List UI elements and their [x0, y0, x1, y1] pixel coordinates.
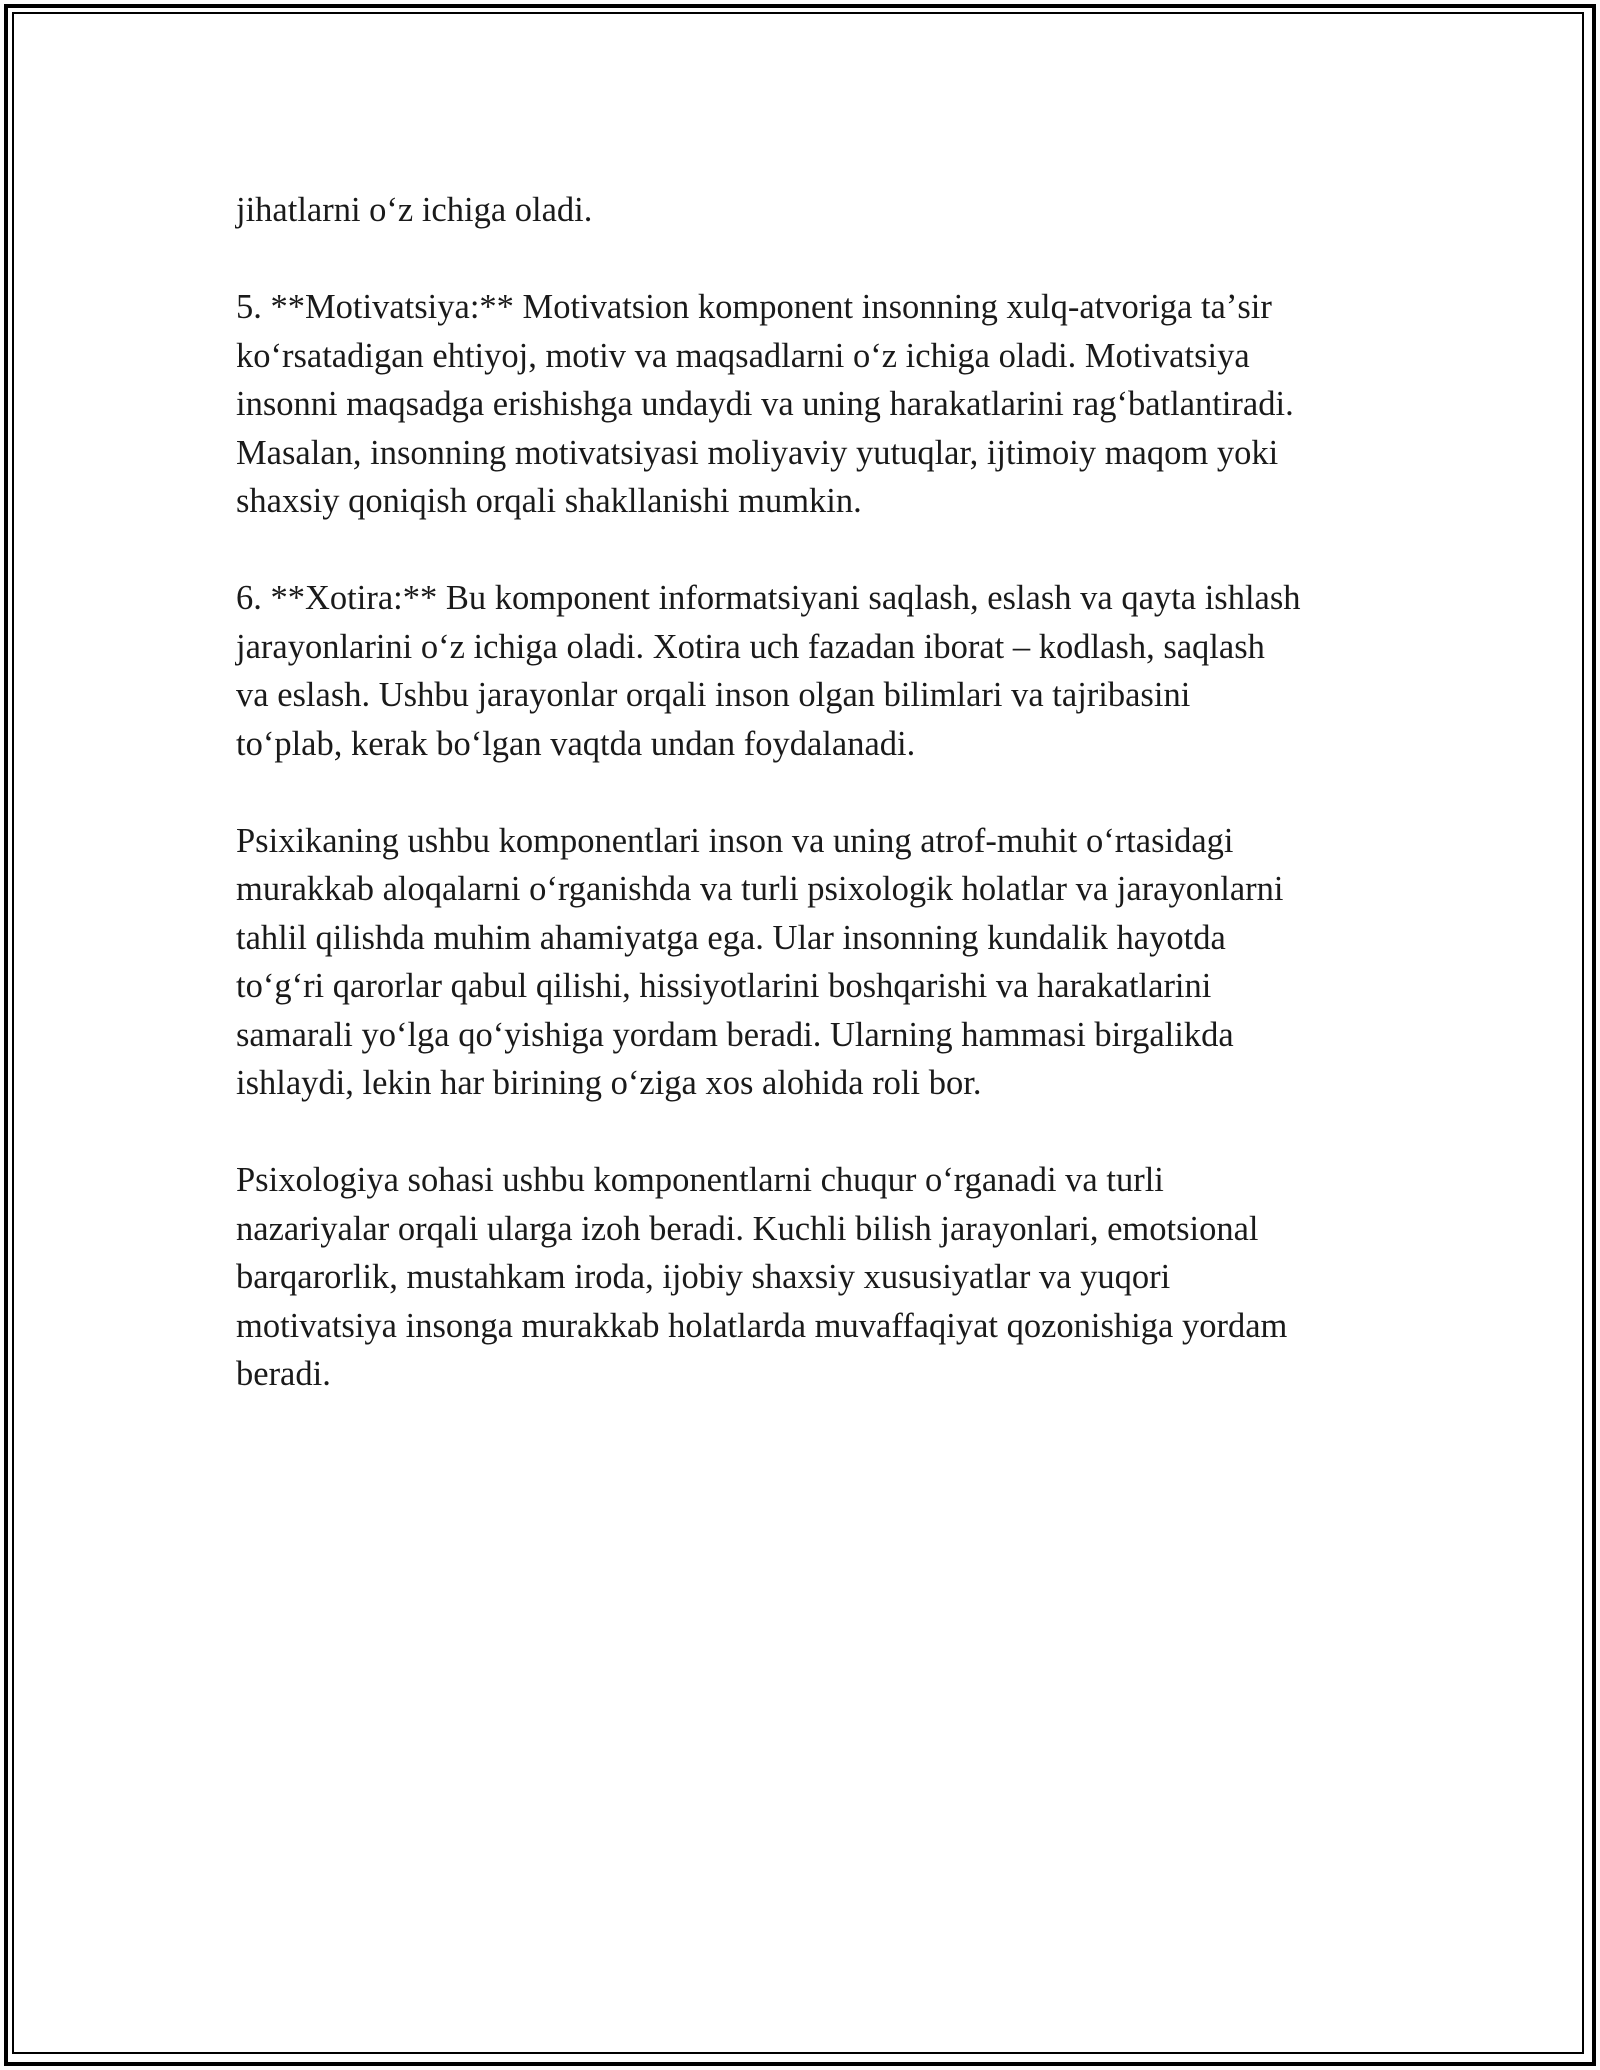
paragraph-components-summary: Psixikaning ushbu komponentlari inson va uning atrof-muhit oʻrtasidagi murakkab aloqalarni oʻrganishda va turli psixologik holatlar va jarayonlarni tahlil qilishda muhim ahamiyatga ega. Ular insonning kundalik hayotda toʻgʻri qarorlar qabul qilishi, hissiyotlarini boshqarishi va harakatlarini samarali yoʻlga qoʻyishiga yordam beradi. Ularning hammasi birgalikda ishlaydi, lekin har birining oʻziga xos alohida roli bor. — [236, 821, 1284, 1102]
paragraph-motivatsiya: 5. **Motivatsiya:** Motivatsion komponent insonning xulq-atvoriga taʼsir koʻrsatadigan ehtiyoj, motiv va maqsadlarni oʻz ichiga oladi. Motivatsiya insonni maqsadga erishishga undaydi va uning harakatlarini ragʻbatlantiradi. Masalan, insonning motivatsiyasi moliyaviy yutuqlar, ijtimoiy maqom yoki shaxsiy qoniqish orqali shakllanishi mumkin. — [236, 288, 1294, 520]
paragraph-conclusion: Psixologiya sohasi ushbu komponentlarni chuqur oʻrganadi va turli nazariyalar orqali ularga izoh beradi. Kuchli bilish jarayonlari, emotsional barqarorlik, mustahkam iroda, ijobiy shaxsiy xususiyatlar va yuqori motivatsiya insonga murakkab holatlarda muvaffaqiyat qozonishiga yordam beradi. — [236, 1161, 1288, 1393]
paragraph-continuation: jihatlarni oʻz ichiga oladi. — [236, 191, 593, 229]
document-body — [236, 186, 1376, 1399]
paragraph-xotira: 6. **Xotira:** Bu komponent informatsiyani saqlash, eslash va qayta ishlash jarayonlarini oʻz ichiga oladi. Xotira uch fazadan iborat – kodlash, saqlash va eslash. Ushbu jarayonlar orqali inson olgan bilimlari va tajribasini toʻplab, kerak boʻlgan vaqtda undan foydalanadi. — [236, 579, 1301, 763]
